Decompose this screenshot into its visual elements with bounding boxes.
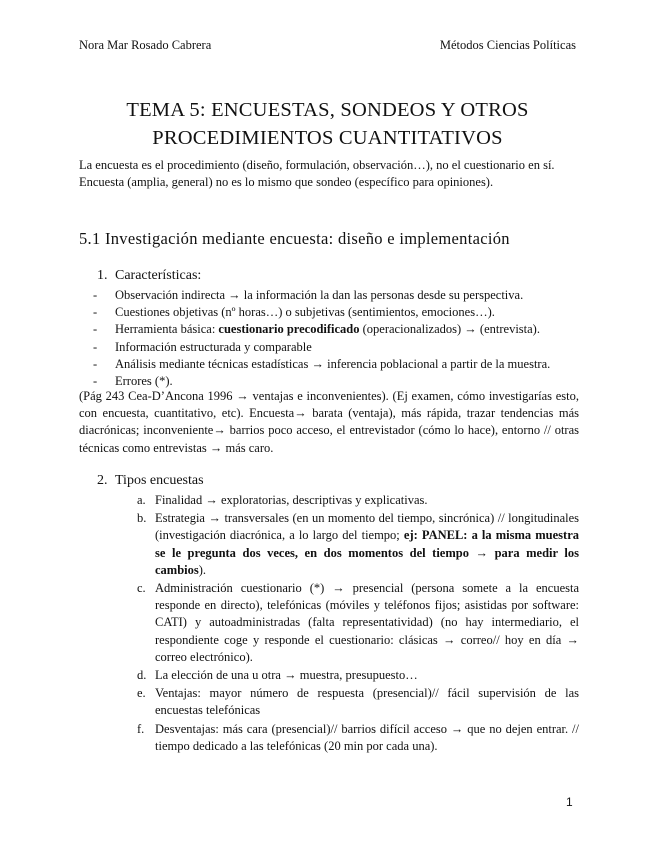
list-item bbox=[79, 304, 579, 321]
intro-paragraph bbox=[79, 157, 579, 191]
list-item-text: Finalidad → exploratorias, descriptivas y explicativas. bbox=[155, 493, 428, 507]
header-author: Nora Mar Rosado Cabrera bbox=[79, 38, 212, 52]
list-marker: d. bbox=[137, 668, 147, 683]
text-run: (operacionalizados) → (entrevista). bbox=[359, 322, 540, 337]
list-item bbox=[79, 685, 579, 719]
list-marker: f. bbox=[137, 721, 145, 736]
intro-line-1: La encuesta es el procedimiento (diseño, formulación, observación…), no el cuestionario en sí. bbox=[79, 158, 555, 172]
heading-caracteristicas bbox=[97, 268, 201, 284]
list-item bbox=[79, 356, 579, 373]
list-item-text bbox=[115, 321, 540, 338]
dash-marker: - bbox=[93, 373, 98, 388]
heading-label: Características: bbox=[115, 268, 202, 283]
page-title bbox=[60, 96, 595, 152]
dash-marker: - bbox=[93, 305, 98, 320]
list-item bbox=[79, 510, 579, 579]
list-item-text: Ventajas: mayor número de respuesta (presencial)// fácil supervisión de las encuestas telefónicas bbox=[155, 686, 579, 718]
list-marker: b. bbox=[137, 511, 147, 526]
list-item-text: Análisis mediante técnicas estadísticas → inferencia poblacional a partir de la muestra. bbox=[115, 356, 551, 371]
list-item-text: La elección de una u otra → muestra, presupuesto… bbox=[155, 668, 418, 683]
list-item-text: Observación indirecta → la información la dan las personas desde su perspectiva. bbox=[115, 288, 524, 302]
bold-term: ej: PANEL: a la misma muestra se le pregunta dos veces, en dos momentos del tiempo → para medir los cambios bbox=[155, 528, 579, 577]
notes-paragraph: (Pág 243 Cea-D’Ancona 1996 → ventajas e inconvenientes). (Ej examen, cómo investigarías esto, con encuesta, cuantitativo, etc). Encuesta→ barata (ventaja), más rápida, trazar tendencias más diacrónicas; inconveniente→ barrios poco acceso, el entrevistador (cómo lo hace), entorno // otras técnicas como entrevistas → más caro. bbox=[79, 389, 579, 455]
list-item bbox=[79, 721, 579, 755]
list-item bbox=[79, 287, 579, 304]
dash-marker: - bbox=[93, 288, 98, 302]
dash-marker: - bbox=[93, 356, 98, 371]
list-item-text: Información estructurada y comparable bbox=[115, 339, 312, 354]
header-course: Métodos Ciencias Políticas bbox=[439, 38, 576, 52]
list-marker: c. bbox=[137, 581, 146, 596]
caracteristicas-list bbox=[79, 287, 579, 390]
text-run: Estrategia → transversales (en un momento del tiempo, sincrónica) // longitudinales (investigación diacrónica, a lo largo del tiempo; bbox=[155, 511, 579, 543]
bold-term: cuestionario precodificado bbox=[218, 322, 360, 337]
list-item bbox=[79, 667, 579, 684]
heading-tipos-encuestas bbox=[97, 473, 204, 489]
list-item-text bbox=[155, 511, 579, 577]
section-title: 5.1 Investigación mediante encuesta: diseño e implementación bbox=[79, 229, 510, 248]
heading-number: 2. bbox=[97, 473, 108, 488]
dash-marker: - bbox=[93, 339, 98, 354]
title-line-2: PROCEDIMIENTOS CUANTITATIVOS bbox=[152, 127, 503, 149]
list-marker: e. bbox=[137, 686, 146, 701]
list-item bbox=[79, 321, 579, 338]
intro-line-2: Encuesta (amplia, general) no es lo mismo que sondeo (específico para opiniones). bbox=[79, 175, 494, 189]
title-line-1: TEMA 5: ENCUESTAS, SONDEOS Y OTROS bbox=[126, 99, 529, 121]
list-item bbox=[79, 580, 579, 666]
page-number: 1 bbox=[566, 795, 573, 809]
list-item bbox=[79, 492, 579, 509]
list-item-text: Cuestiones objetivas (nº horas…) o subjetivas (sentimientos, emociones…). bbox=[115, 305, 495, 320]
text-run: ). bbox=[198, 562, 207, 577]
list-item-text: Errores (*). bbox=[115, 373, 173, 388]
list-marker: a. bbox=[137, 493, 146, 507]
dash-marker: - bbox=[93, 322, 98, 337]
list-item-text: Desventajas: más cara (presencial)// barrios difícil acceso → que no dejen entrar. // tiempo dedicado a las telefónicas (20 min por cada una). bbox=[155, 721, 579, 753]
text-run: Herramienta básica: bbox=[115, 322, 219, 337]
heading-label: Tipos encuestas bbox=[115, 473, 204, 488]
list-item-text: Administración cuestionario (*) → presencial (persona somete a la encuesta responde en directo), telefónicas (móviles y teléfonos fijos; asistidas por software: CATI) y autoadministradas (falta representatividad) (no hay intermediario, el respondiente coge y responde el cuestionario: clásicas → correo// hoy en día → correo electrónico). bbox=[155, 581, 579, 664]
list-item bbox=[79, 339, 579, 356]
tipos-list bbox=[79, 492, 579, 756]
heading-number: 1. bbox=[97, 268, 108, 283]
